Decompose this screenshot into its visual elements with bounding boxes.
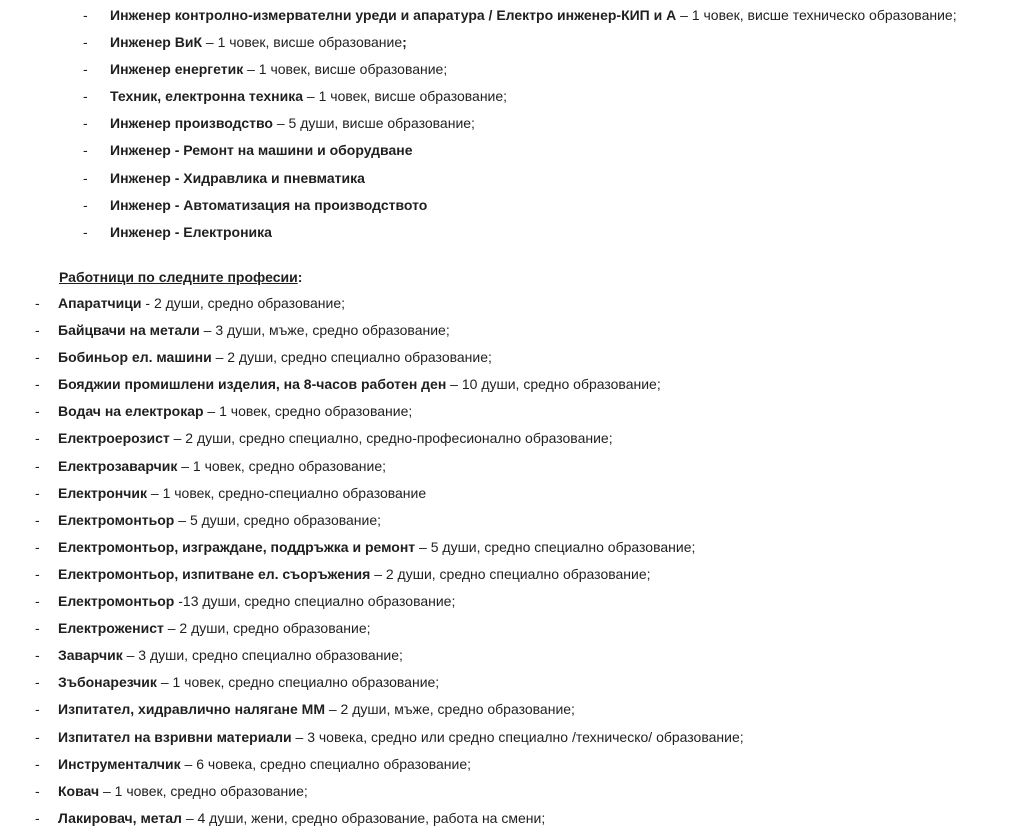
list-item-text bbox=[58, 344, 492, 371]
position-details: – 1 човек, средно образование; bbox=[99, 782, 308, 799]
position-details: – 2 души, средно специално образование; bbox=[370, 565, 651, 582]
list-dash-marker: - bbox=[35, 809, 40, 826]
position-details: – 3 души, мъже, средно образование; bbox=[199, 322, 450, 339]
position-details: – 1 човек, висше образование bbox=[202, 34, 403, 51]
list-dash-marker: - bbox=[35, 430, 40, 447]
position-details: - 2 души, средно образование; bbox=[141, 295, 346, 311]
position-details: – 2 души, средно образование; bbox=[163, 620, 371, 637]
list-dash-marker: - bbox=[35, 376, 40, 393]
list-item-text bbox=[110, 2, 957, 29]
list-dash-marker: - bbox=[83, 169, 88, 186]
position-title: Електрончик bbox=[58, 484, 147, 501]
list-item-text bbox=[58, 751, 471, 778]
position-details: – 4 души, жени, средно образование, работа на смени; bbox=[181, 809, 546, 826]
position-details: – 1 човек, средно образование; bbox=[177, 457, 387, 474]
position-title: Инженер - Ремонт на машини и оборудване bbox=[110, 142, 413, 159]
position-details: – 1 човек, средно образование; bbox=[203, 403, 413, 420]
list-dash-marker: - bbox=[35, 593, 40, 610]
position-title: Техник, електронна техника bbox=[110, 88, 304, 105]
list-item-text bbox=[58, 696, 575, 723]
position-title: Бояджии промишлени изделия, на 8-часов работен ден bbox=[58, 376, 447, 393]
list-dash-marker: - bbox=[35, 620, 40, 637]
list-dash-marker: - bbox=[35, 674, 40, 691]
list-item-text bbox=[58, 371, 661, 398]
list-item-text bbox=[110, 29, 407, 56]
position-title: Ковач bbox=[58, 782, 100, 799]
position-title: Електроерозист bbox=[58, 430, 170, 447]
list-item-text bbox=[58, 724, 744, 751]
position-details: – 5 души, средно специално образование; bbox=[419, 538, 696, 555]
list-dash-marker: - bbox=[35, 538, 40, 555]
position-title: Бобиньор ел. машини bbox=[58, 349, 212, 366]
position-details: – 10 души, средно образование; bbox=[446, 376, 661, 393]
list-item-text bbox=[58, 290, 345, 317]
list-dash-marker: - bbox=[83, 34, 88, 51]
position-title: Изпитател, хидравлично налягане ММ bbox=[58, 701, 325, 718]
list-dash-marker: - bbox=[83, 223, 88, 240]
list-dash-marker: - bbox=[35, 295, 40, 311]
list-dash-marker: - bbox=[83, 196, 88, 213]
position-title: Изпитател на взривни материали bbox=[58, 728, 292, 745]
position-title: Апаратчици bbox=[58, 295, 142, 311]
position-title: Електромонтьор, изграждане, поддръжка и ремонт bbox=[58, 538, 420, 555]
list-item-text bbox=[110, 165, 365, 192]
list-item-text bbox=[58, 642, 403, 669]
position-title: Електромонтьор bbox=[58, 511, 175, 528]
list-item-text bbox=[110, 219, 272, 246]
position-title: Инженер - Електроника bbox=[110, 223, 272, 240]
list-dash-marker: - bbox=[35, 322, 40, 339]
workers-heading-colon: : bbox=[297, 269, 303, 285]
workers-heading-text: Работници по следните професии bbox=[59, 269, 298, 285]
position-details: – 6 човека, средно специално образование; bbox=[180, 755, 472, 772]
position-details: – 1 човек, средно специално образование; bbox=[156, 674, 440, 691]
list-dash-marker: - bbox=[35, 565, 40, 582]
position-title: Електрозаварчик bbox=[58, 457, 178, 474]
list-item-text bbox=[58, 453, 386, 480]
position-title: Заварчик bbox=[58, 647, 123, 664]
list-item-text bbox=[110, 110, 475, 137]
position-details: – 3 човека, средно или средно специално /техническо/ образование; bbox=[291, 728, 744, 745]
list-dash-marker: - bbox=[35, 728, 40, 745]
position-details: – 2 души, средно специално образование; bbox=[211, 349, 492, 366]
position-details: – 5 души, висше образование; bbox=[272, 115, 475, 132]
list-item-text bbox=[110, 192, 427, 219]
position-details: – 5 души, средно образование; bbox=[174, 511, 382, 528]
position-title: Инженер - Хидравлика и пневматика bbox=[110, 169, 365, 186]
list-dash-marker: - bbox=[35, 701, 40, 718]
position-title: Инженер - Автоматизация на производството bbox=[110, 196, 428, 213]
position-title: Инженер ВиК bbox=[110, 34, 202, 51]
list-dash-marker: - bbox=[83, 61, 88, 78]
list-item-text bbox=[58, 507, 381, 534]
list-item-text bbox=[58, 669, 439, 696]
position-title: Инженер контролно-измервателни уреди и апаратура / Електро инженер-КИП и А bbox=[110, 7, 677, 23]
workers-section-heading bbox=[59, 264, 302, 291]
position-details: – 1 човек, висше образование; bbox=[243, 61, 448, 78]
list-item-text bbox=[58, 805, 545, 832]
list-dash-marker: - bbox=[83, 7, 88, 23]
position-trailing-punctuation: ; bbox=[402, 34, 407, 51]
list-dash-marker: - bbox=[35, 484, 40, 501]
position-details: – 1 човек, висше техническо образование; bbox=[676, 7, 957, 23]
position-details: -13 души, средно специално образование; bbox=[174, 593, 456, 610]
position-title: Байцвачи на метали bbox=[58, 322, 200, 339]
position-details: – 3 души, средно специално образование; bbox=[122, 647, 403, 664]
list-item-text bbox=[58, 317, 450, 344]
list-item-text bbox=[58, 561, 651, 588]
list-item-text bbox=[58, 778, 308, 805]
list-dash-marker: - bbox=[83, 115, 88, 132]
list-item-text bbox=[58, 425, 613, 452]
list-item-text bbox=[58, 398, 412, 425]
list-item-text bbox=[110, 137, 413, 164]
list-dash-marker: - bbox=[35, 755, 40, 772]
list-dash-marker: - bbox=[35, 349, 40, 366]
position-details: – 2 души, средно специално, средно-професионално образование; bbox=[169, 430, 613, 447]
list-dash-marker: - bbox=[35, 403, 40, 420]
list-dash-marker: - bbox=[35, 511, 40, 528]
list-item-text bbox=[58, 588, 455, 615]
position-title: Инструменталчик bbox=[58, 755, 181, 772]
position-title: Зъбонарезчик bbox=[58, 674, 157, 691]
list-dash-marker: - bbox=[35, 782, 40, 799]
list-dash-marker: - bbox=[83, 88, 88, 105]
list-item-text bbox=[58, 534, 695, 561]
position-title: Инженер производство bbox=[110, 115, 273, 132]
list-item-text bbox=[58, 615, 371, 642]
position-title: Електромонтьор bbox=[58, 593, 175, 610]
list-item-text bbox=[110, 83, 507, 110]
position-title: Електромонтьор, изпитване ел. съоръжения bbox=[58, 565, 371, 582]
list-dash-marker: - bbox=[83, 142, 88, 159]
list-dash-marker: - bbox=[35, 457, 40, 474]
list-item-text bbox=[58, 480, 426, 507]
list-dash-marker: - bbox=[35, 647, 40, 664]
position-details: – 2 души, мъже, средно образование; bbox=[324, 701, 575, 718]
position-details: – 1 човек, средно-специално образование bbox=[147, 484, 427, 501]
position-title: Водач на електрокар bbox=[58, 403, 204, 420]
position-title: Електроженист bbox=[58, 620, 164, 637]
position-details: – 1 човек, висше образование; bbox=[303, 88, 508, 105]
list-item-text bbox=[110, 56, 447, 83]
position-title: Инженер енергетик bbox=[110, 61, 244, 78]
position-title: Лакировач, метал bbox=[58, 809, 182, 826]
